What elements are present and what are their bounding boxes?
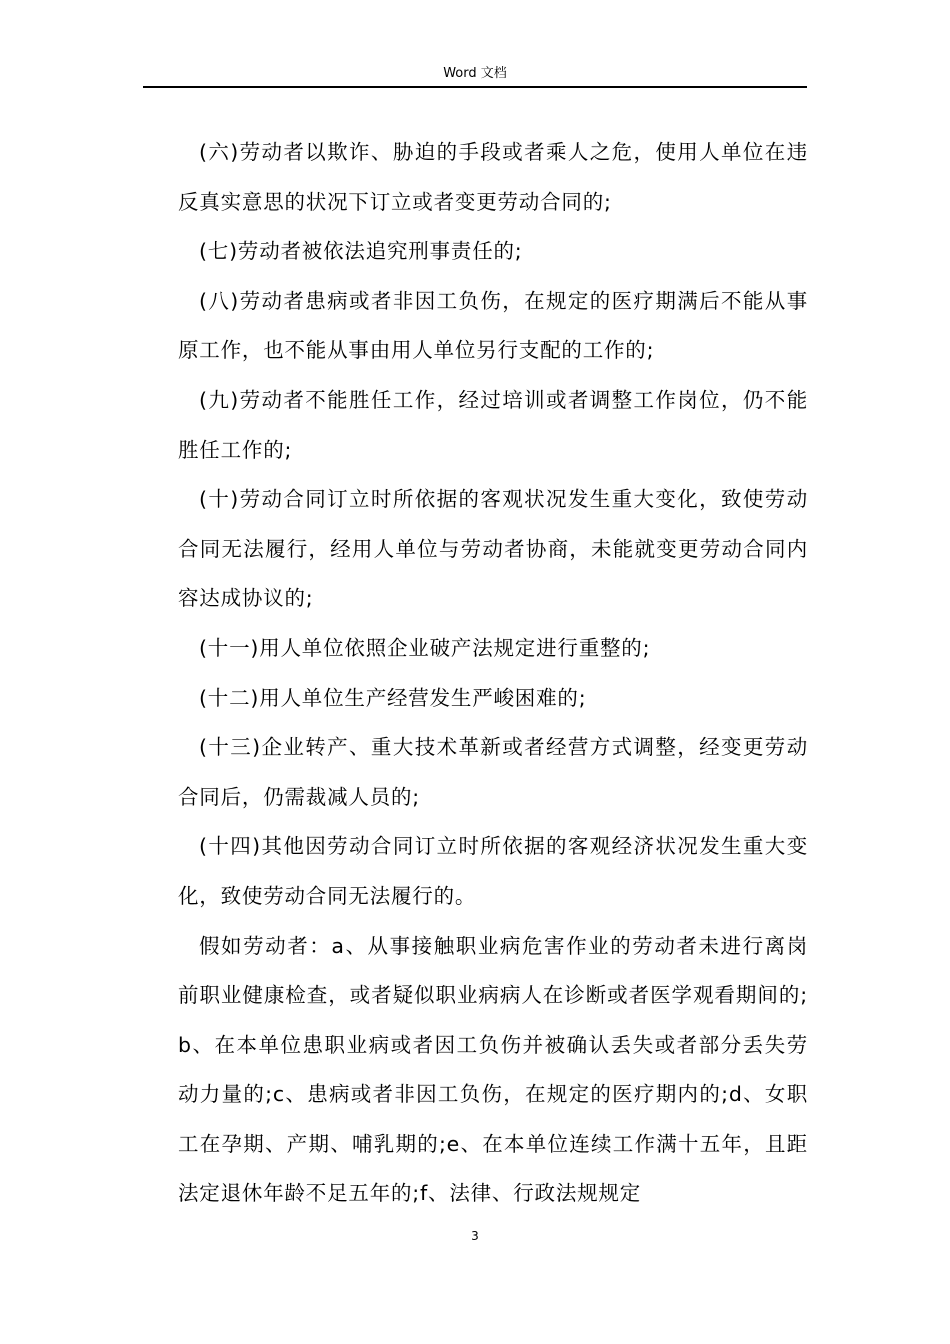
- page-header: [143, 60, 807, 88]
- paragraph-clause-8: (八)劳动者患病或者非因工负伤，在规定的医疗期满后不能从事原工作，也不能从事由用人单位另行支配的工作的;: [178, 288, 808, 363]
- paragraph-clause-11: (十一)用人单位依照企业破产法规定进行重整的;: [199, 635, 651, 660]
- paragraph-clause-9: (九)劳动者不能胜任工作，经过培训或者调整工作岗位，仍不能胜任工作的;: [178, 387, 808, 462]
- page-number: 3: [471, 1229, 479, 1243]
- paragraph-clause-14: (十四)其他因劳动合同订立时所依据的客观经济状况发生重大变化，致使劳动合同无法履行的。: [178, 834, 808, 908]
- header-title: Word 文档: [443, 66, 507, 81]
- paragraph-clause-7: (七)劳动者被依法追究刑事责任的;: [199, 239, 523, 264]
- document-body: [178, 128, 808, 1219]
- paragraph-clause-10: (十)劳动合同订立时所依据的客观状况发生重大变化，致使劳动合同无法履行，经用人单位与劳动者协商，未能就变更劳动合同内容达成协议的;: [178, 487, 808, 611]
- paragraph-clause-6: (六)劳动者以欺诈、胁迫的手段或者乘人之危，使用人单位在违反真实意思的状况下订立或者变更劳动合同的;: [178, 140, 808, 214]
- paragraph-clause-13: (十三)企业转产、重大技术革新或者经营方式调整，经变更劳动合同后，仍需裁减人员的;: [178, 735, 808, 809]
- paragraph-clause-12: (十二)用人单位生产经营发生严峻困难的;: [199, 685, 587, 710]
- paragraph-protected-workers: 假如劳动者：a、从事接触职业病危害作业的劳动者未进行离岗前职业健康检查，或者疑似职业病病人在诊断或者医学观看期间的;b、在本单位患职业病或者因工负伤并被确认丢失或者部分丢失劳动力量的;c、患病或者非因工负伤，在规定的医疗期内的;d、女职工在孕期、产期、哺乳期的;e、在本单位连续工作满十五年，且距法定退休年龄不足五年的;f、法律、行政法规规定: [178, 933, 808, 1206]
- header-divider: [143, 86, 807, 88]
